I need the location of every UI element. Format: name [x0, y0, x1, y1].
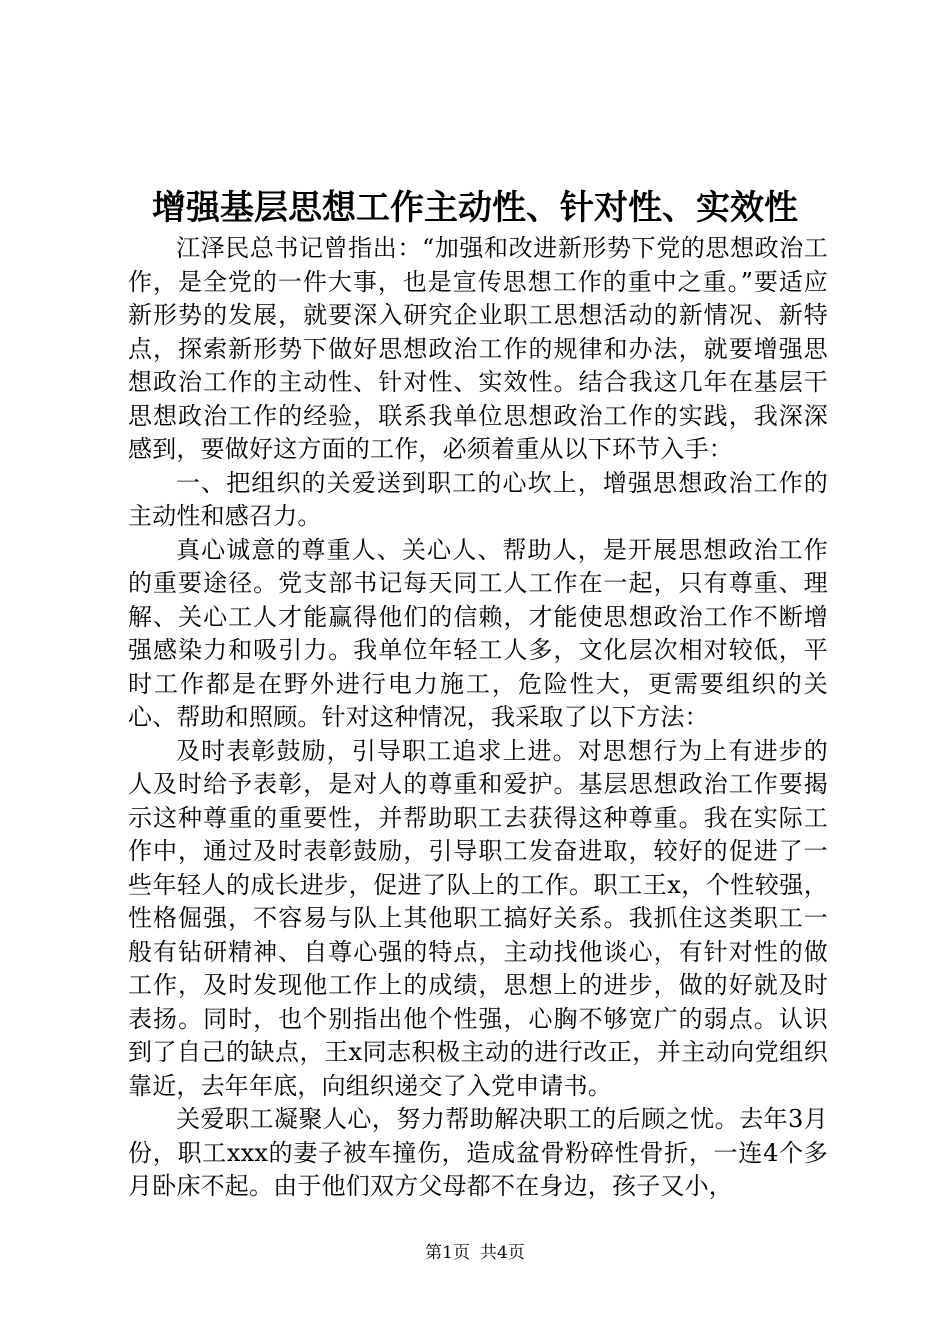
paragraph-care-workers: 关爱职工凝聚人心，努力帮助解决职工的后顾之忧。去年3月份，职工xxx的妻子被车撞伤，造成盆骨粉碎性骨折，一连4个多月卧床不起。由于他们双方父母都不在身边，孩子又小，	[128, 1105, 828, 1200]
document-body	[128, 232, 828, 1204]
page-total: 共4页	[480, 1243, 525, 1263]
paragraph-praise-encourage: 及时表彰鼓励，引导职工追求上进。对思想行为上有进步的人及时给予表彰，是对人的尊重和爱护。基层思想政治工作要揭示这种尊重的重要性，并帮助职工去获得这种尊重。我在实际工作中，通过及时表彰鼓励，引导职工发奋进取，较好的促进了一些年轻人的成长进步，促进了队上的工作。职工王x，个性较强，性格倔强，不容易与队上其他职工搞好关系。我抓住这类职工一般有钻研精神、自尊心强的特点，主动找他谈心，有针对性的做工作，及时发现他工作上的成绩，思想上的进步，做的好就及时表扬。同时，也个别指出他个性强，心胸不够宽广的弱点。认识到了自己的缺点，王x同志积极主动的进行改正，并主动向党组织靠近，去年年底，向组织递交了入党申请书。	[128, 736, 828, 1100]
paragraph-section-one-heading: 一、把组织的关爱送到职工的心坎上，增强思想政治工作的主动性和感召力。	[128, 468, 828, 530]
page-footer	[0, 1241, 950, 1265]
paragraph-respect-care: 真心诚意的尊重人、关心人、帮助人，是开展思想政治工作的重要途径。党支部书记每天同工人工作在一起，只有尊重、理解、关心工人才能赢得他们的信赖，才能使思想政治工作不断增强感染力和吸引力。我单位年轻工人多，文化层次相对较低，平时工作都是在野外进行电力施工，危险性大，更需要组织的关心、帮助和照顾。针对这种情况，我采取了以下方法：	[128, 535, 828, 731]
page-number: 第1页	[425, 1243, 470, 1263]
document-title: 增强基层思想工作主动性、针对性、实效性	[152, 188, 798, 228]
paragraph-intro: 江泽民总书记曾指出：“加强和改进新形势下党的思想政治工作，是全党的一件大事，也是宣传思想工作的重中之重。”要适应新形势的发展，就要深入研究企业职工思想活动的新情况、新特点，探索新形势下做好思想政治工作的规律和办法，就要增强思想政治工作的主动性、针对性、实效性。结合我这几年在基层干思想政治工作的经验，联系我单位思想政治工作的实践，我深深感到，要做好这方面的工作，必须着重从以下环节入手：	[128, 234, 828, 463]
